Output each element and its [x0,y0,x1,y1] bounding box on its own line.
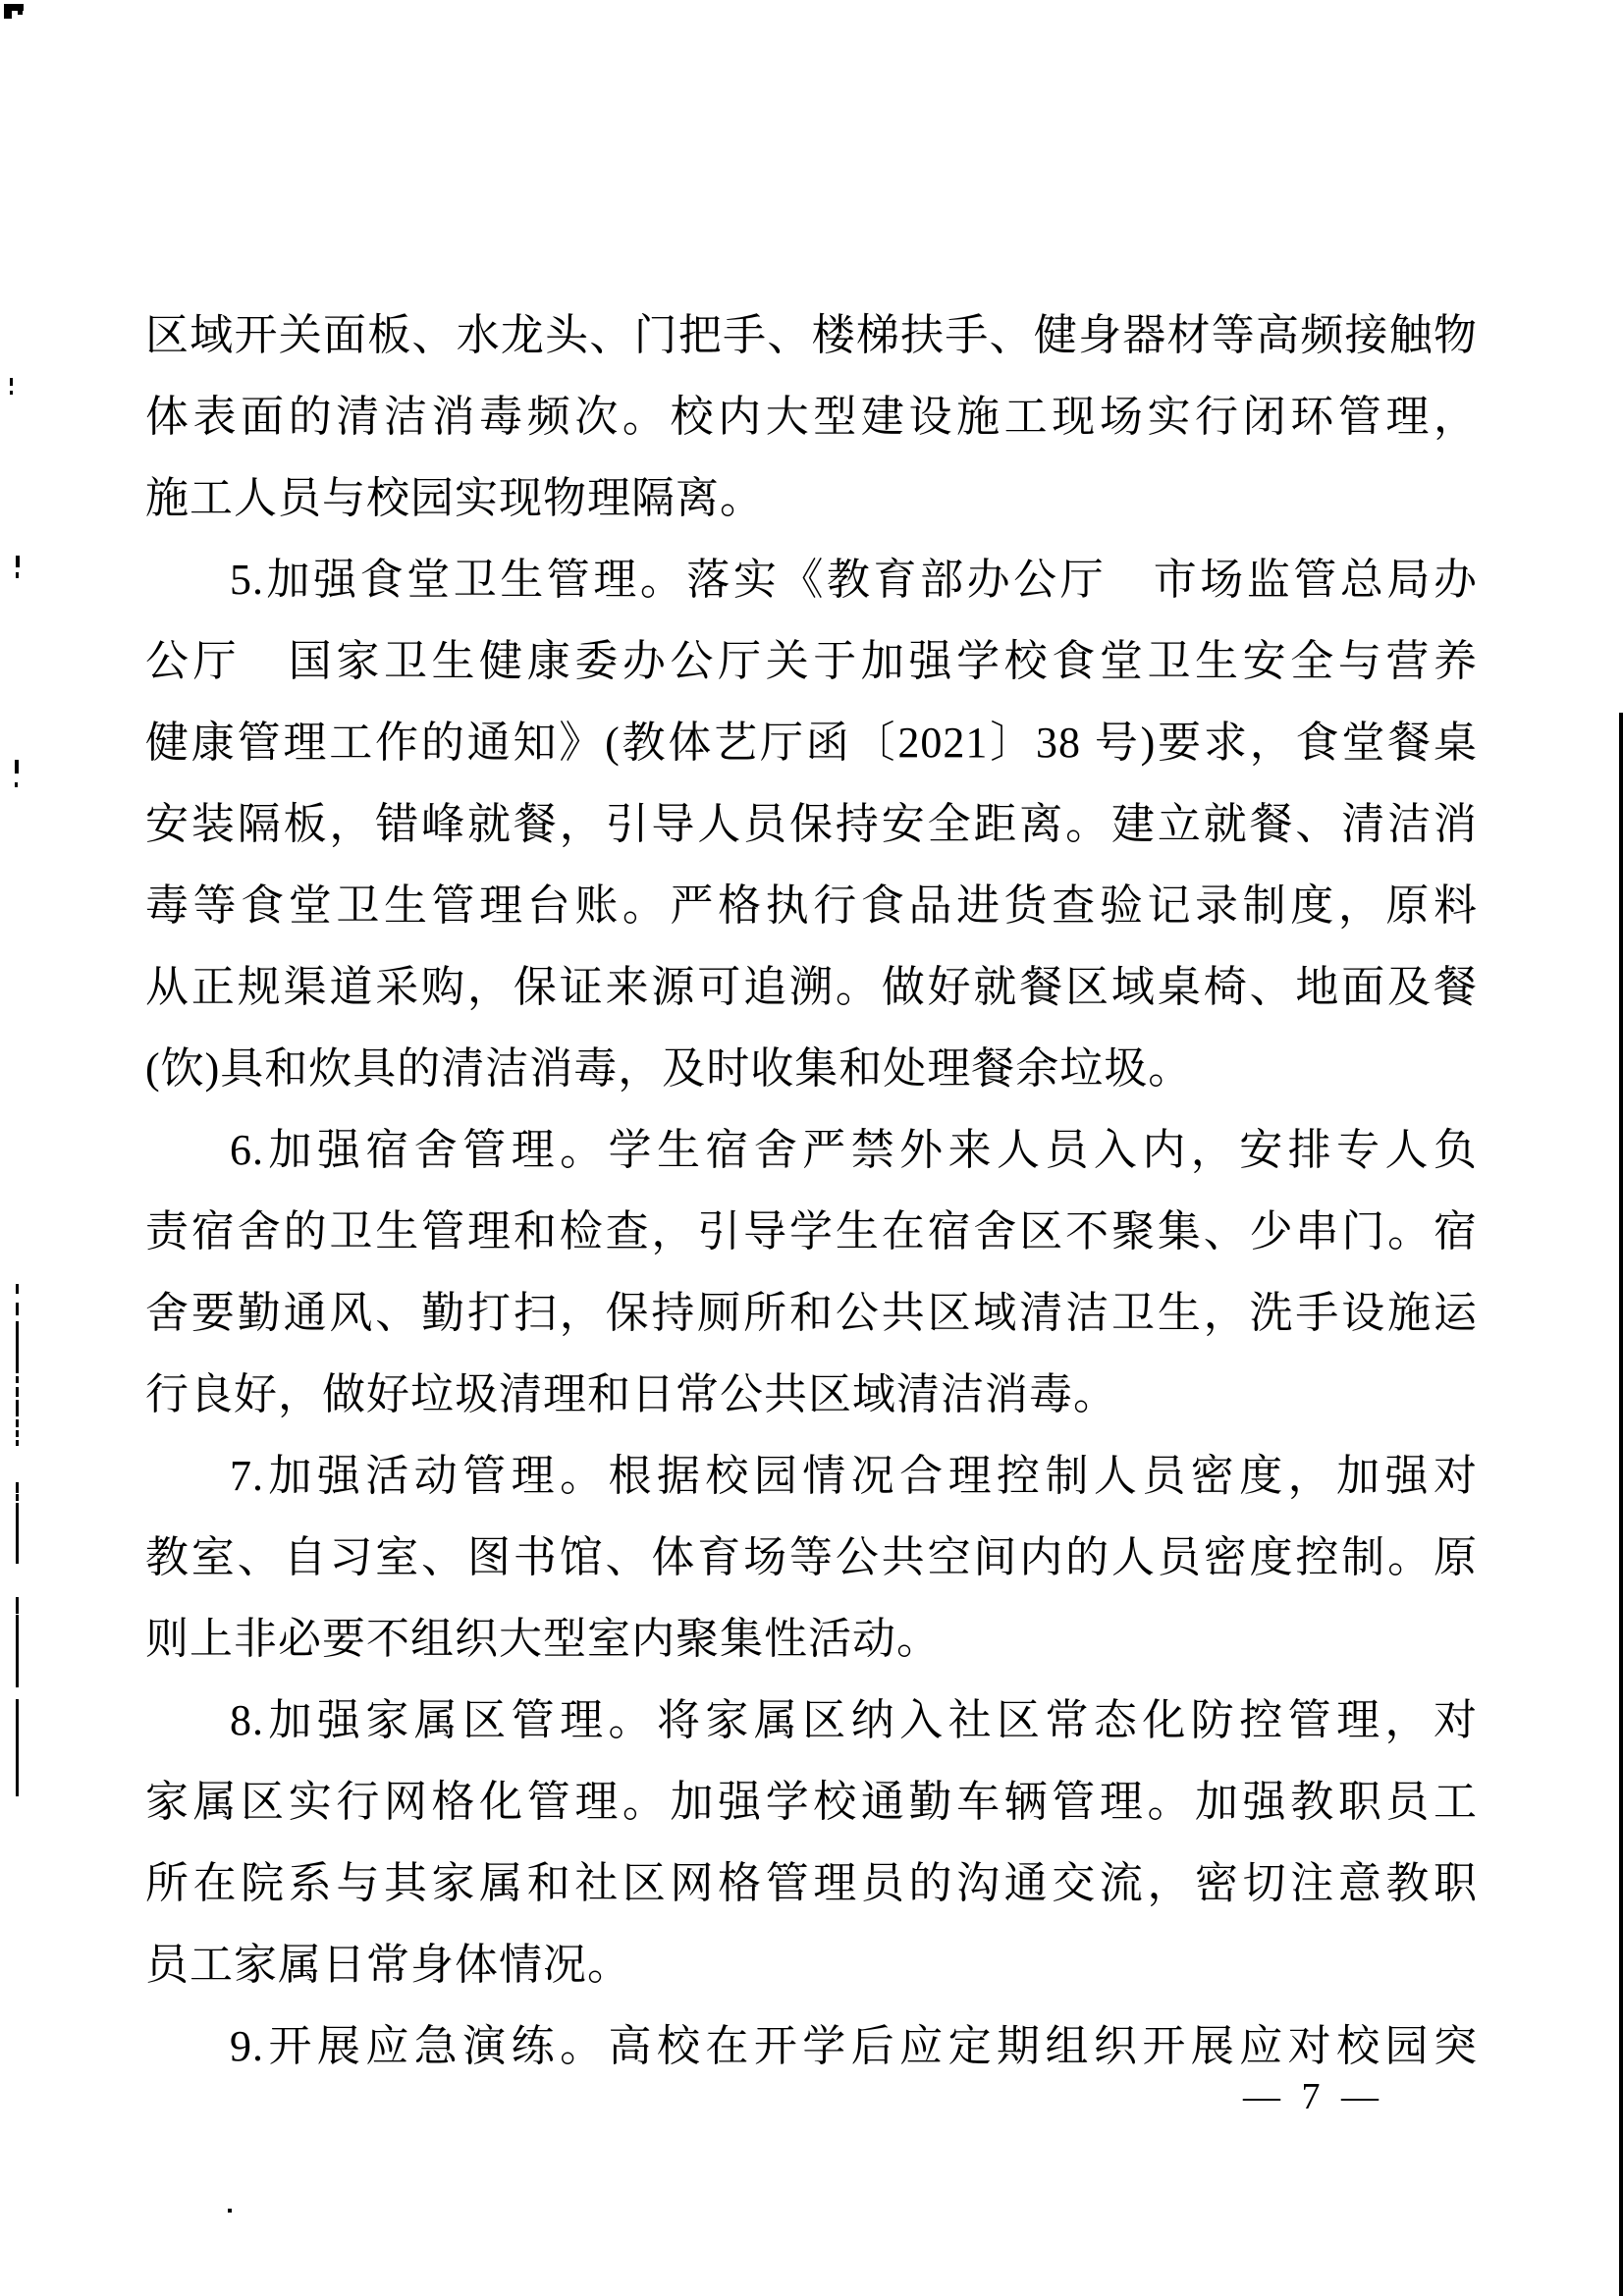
text-line: 体表面的清洁消毒频次。校内大型建设施工现场实行闭环管理， [145,393,1478,441]
text-line: 则上非必要不组织大型室内聚集性活动。 [145,1615,941,1663]
document-lines [145,294,1478,2087]
text-line: 8.加强家属区管理。将家属区纳入社区常态化防控管理，对 [230,1696,1478,1744]
scan-artifact-left-line-segment [16,1321,19,1373]
scan-artifact-right-edge-line [1619,713,1623,2296]
scan-artifact-left-line-segment [16,1376,19,1383]
page-number: — 7 — [1243,2076,1384,2117]
scan-artifact-left-speck [10,378,13,386]
scan-artifact-left-line-segment [16,1482,19,1493]
scan-artifact-speck [228,2209,232,2213]
scan-artifact-left-line-segment [16,1419,19,1427]
text-line: 教室、自习室、图书馆、体育场等公共空间内的人员密度控制。原 [145,1533,1478,1581]
scan-artifact-left-speck [16,572,19,578]
scan-artifact-left-line-segment [16,1440,19,1446]
text-line: 毒等食堂卫生管理台账。严格执行食品进货查验记录制度，原料 [145,881,1478,930]
text-line: 所在院系与其家属和社区网格管理员的沟通交流，密切注意教职 [145,1859,1478,1907]
scan-artifact-left-speck [15,782,18,787]
text-line: (饮)具和炊具的清洁消毒，及时收集和处理餐余垃圾。 [145,1044,1193,1093]
text-line: 责宿舍的卫生管理和检查，引导学生在宿舍区不聚集、少串门。宿 [145,1207,1478,1255]
text-line: 安装隔板，错峰就餐，引导人员保持安全距离。建立就餐、清洁消 [145,800,1478,848]
scan-artifact-left-line-segment [16,1699,19,1796]
scan-artifact-left-line-segment [16,1284,19,1294]
text-line: 员工家属日常身体情况。 [145,1941,631,1989]
text-line: 从正规渠道采购，保证来源可追溯。做好就餐区域桌椅、地面及餐 [145,963,1478,1011]
scan-artifact-left-line-segment [16,1430,19,1437]
scan-artifact-left-line-segment [16,1387,19,1397]
text-line: 施工人员与校园实现物理隔离。 [145,474,764,522]
text-line: 5.加强食堂卫生管理。落实《教育部办公厅 市场监管总局办 [230,556,1478,604]
scan-artifact-corner-mark [18,9,23,15]
scan-artifact-left-speck [16,556,20,567]
text-line: 健康管理工作的通知》(教体艺厅函〔2021〕38 号)要求，食堂餐桌 [145,719,1478,767]
scan-artifact-corner-mark [4,6,12,19]
text-line: 9.开展应急演练。高校在开学后应定期组织开展应对校园突 [230,2022,1478,2070]
scan-artifact-left-line-segment [16,1615,19,1687]
text-line: 7.加强活动管理。根据校园情况合理控制人员密度，加强对 [230,1452,1478,1500]
scan-artifact-left-speck [10,391,13,395]
scan-artifact-left-line-segment [16,1400,19,1416]
text-line: 6.加强宿舍管理。学生宿舍严禁外来人员入内，安排专人负 [230,1126,1478,1174]
text-line: 公厅 国家卫生健康委办公厅关于加强学校食堂卫生安全与营养 [145,637,1478,685]
text-line: 舍要勤通风、勤打扫，保持厕所和公共区域清洁卫生，洗手设施运 [145,1289,1478,1337]
scan-artifact-left-speck [15,760,19,774]
text-line: 行良好，做好垃圾清理和日常公共区域清洁消毒。 [145,1370,1117,1418]
scan-artifact-left-line-segment [16,1494,19,1501]
scan-artifact-left-line-segment [16,1303,19,1315]
scan-artifact-left-line-segment [16,1597,19,1614]
text-line: 区域开关面板、水龙头、门把手、楼梯扶手、健身器材等高频接触物 [145,311,1478,359]
scan-artifact-left-line-segment [16,1503,19,1564]
text-line: 家属区实行网格化管理。加强学校通勤车辆管理。加强教职员工 [145,1778,1478,1826]
